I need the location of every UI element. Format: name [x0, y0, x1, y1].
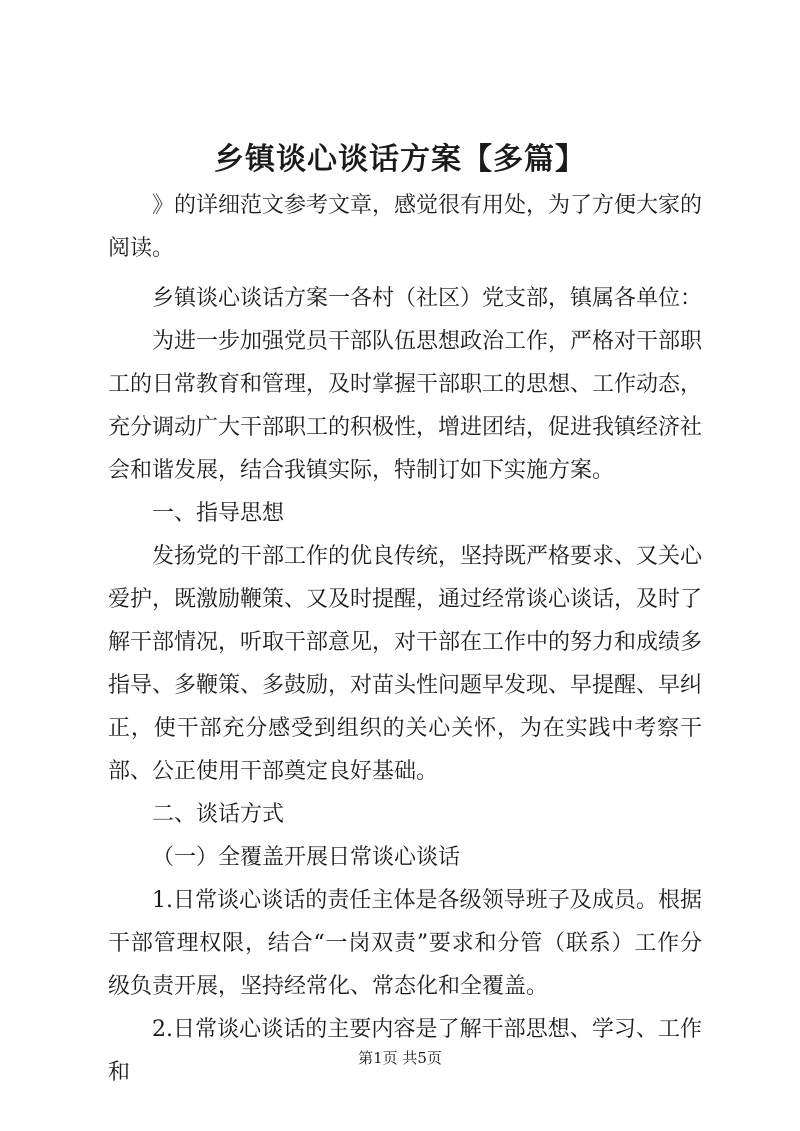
paragraph-intro: 》的详细范文参考文章，感觉很有用处，为了方便大家的阅读。: [108, 193, 703, 261]
page-indicator: 第1页 共5页: [358, 1049, 442, 1067]
heading-talk-methods: 二、谈话方式: [152, 802, 285, 827]
paragraph-addressee: 乡镇谈心谈话方案一各村（社区）党支部，镇属各单位：: [152, 286, 703, 311]
subheading-daily-talks: （一）全覆盖开展日常谈心谈话: [152, 845, 461, 870]
paragraph-purpose: 为进一步加强党员干部队伍思想政治工作，严格对干部职工的日常教育和管理，及时掌握干部职工的思想、工作动态，充分调动广大干部职工的积极性，增进团结，促进我镇经济社会和谐发展，结合我镇实际，特制订如下实施方案。: [108, 329, 703, 483]
heading-guiding-ideology: 一、指导思想: [152, 501, 285, 526]
paragraph-item-2: 2.日常谈心谈话的主要内容是了解干部思想、学习、工作和: [108, 1017, 702, 1085]
paragraph-guiding-ideology: 发扬党的干部工作的优良传统，坚持既严格要求、又关心爱护，既激励鞭策、又及时提醒，通过经常谈心谈话，及时了解干部情况，听取干部意见，对干部在工作中的努力和成绩多指导、多鞭策、多鼓励，对苗头性问题早发现、早提醒、早纠正，使干部充分感受到组织的关心关怀，为在实践中考察干部、公正使用干部奠定良好基础。: [108, 544, 703, 784]
document-body: [108, 184, 702, 1094]
paragraph-item-1: 1.日常谈心谈话的责任主体是各级领导班子及成员。根据干部管理权限，结合“一岗双责”要求和分管（联系）工作分级负责开展，坚持经常化、常态化和全覆盖。: [108, 888, 702, 999]
document-title: 乡镇谈心谈话方案【多篇】: [214, 142, 586, 177]
